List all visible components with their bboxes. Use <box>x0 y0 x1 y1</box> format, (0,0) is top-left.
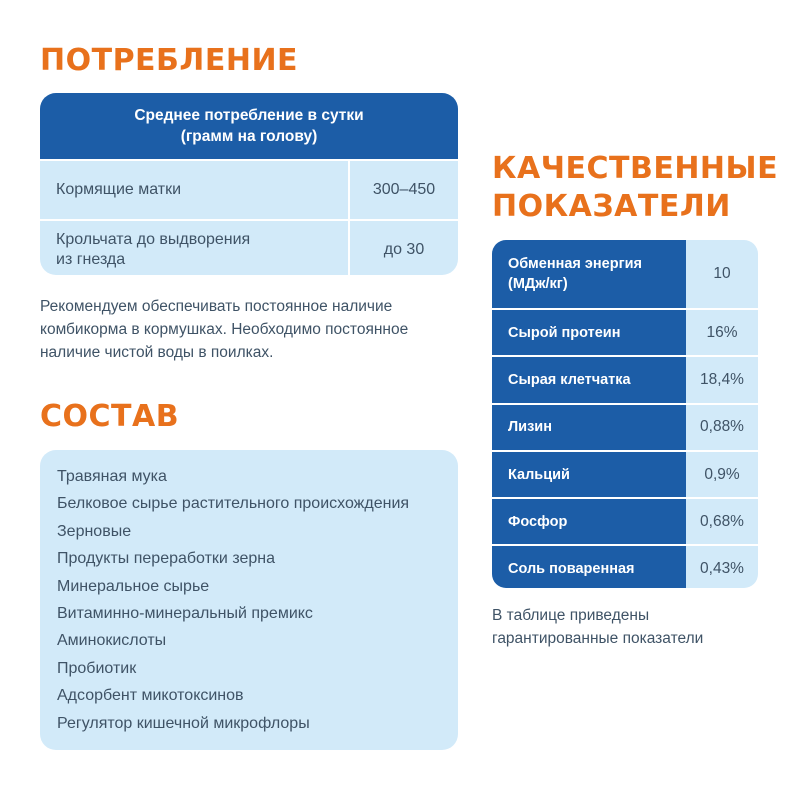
quality-heading-line2: ПОКАЗАТЕЛИ <box>492 189 731 224</box>
list-item: Белковое сырье растительного происхождения <box>57 495 410 513</box>
row-label-line1: Кормящие матки <box>56 181 182 198</box>
consumption-table-header <box>40 93 458 159</box>
table-row <box>492 403 758 450</box>
quality-heading <box>492 150 778 226</box>
list-item: Зерновые <box>57 522 132 540</box>
quality-heading-line1: КАЧЕСТВЕННЫЕ <box>492 151 779 186</box>
row-label-line2: из гнезда <box>56 251 126 268</box>
row-value: 300–450 <box>348 161 458 219</box>
row-label-line1: Крольчата до выдворения <box>56 231 251 248</box>
composition-list <box>40 450 458 750</box>
row-label <box>492 240 686 308</box>
table-row <box>492 544 758 588</box>
list-item: Адсорбент микотоксинов <box>57 687 244 705</box>
quality-table <box>492 240 758 588</box>
row-label: Лизин <box>492 405 686 450</box>
row-value: 0,88% <box>700 418 744 436</box>
table-row <box>492 355 758 402</box>
table-row <box>492 308 758 355</box>
row-value: 10 <box>713 265 731 282</box>
table-row <box>40 219 458 275</box>
list-item: Витаминно-минеральный премикс <box>57 605 313 623</box>
table-row <box>492 240 758 308</box>
consumption-table <box>40 93 458 275</box>
list-item: Аминокислоты <box>57 632 167 650</box>
composition-heading: СОСТАВ <box>40 399 180 434</box>
row-label: Сырая клетчатка <box>492 357 686 402</box>
row-label-line1: Обменная энергия <box>508 256 643 272</box>
list-item: Травяная мука <box>57 468 167 485</box>
consumption-header-line2: (грамм на голову) <box>180 128 318 145</box>
row-label <box>40 221 348 275</box>
row-value: 18,4% <box>700 370 744 388</box>
consumption-header-line1: Среднее потребление в сутки <box>134 107 364 124</box>
quality-note: В таблице приведены гарантированные показатели <box>492 607 704 647</box>
row-label: Соль поваренная <box>492 546 686 588</box>
table-row <box>40 159 458 219</box>
row-value: до 30 <box>348 221 458 275</box>
row-value: 0,9% <box>704 465 740 483</box>
consumption-heading: ПОТРЕБЛЕНИЕ <box>40 43 299 78</box>
consumption-note: Рекомендуем обеспечивать постоянное наличие комбикорма в кормушках. Необходимо постоянное наличие чистой воды в поилках. <box>40 298 409 361</box>
row-label: Кальций <box>492 452 686 497</box>
list-item: Минеральное сырье <box>57 577 210 595</box>
row-value: 16% <box>706 323 738 341</box>
row-label: Сырой протеин <box>492 310 686 355</box>
table-row <box>492 497 758 544</box>
table-row <box>492 450 758 497</box>
row-label <box>40 161 348 219</box>
list-item: Пробиотик <box>57 659 137 677</box>
row-value: 0,43% <box>700 560 744 578</box>
row-label-line2: (МДж/кг) <box>508 276 568 292</box>
row-label: Фосфор <box>492 499 686 544</box>
list-item: Регулятор кишечной микрофлоры <box>57 714 310 732</box>
row-value: 0,68% <box>700 512 744 530</box>
list-item: Продукты переработки зерна <box>57 550 275 568</box>
